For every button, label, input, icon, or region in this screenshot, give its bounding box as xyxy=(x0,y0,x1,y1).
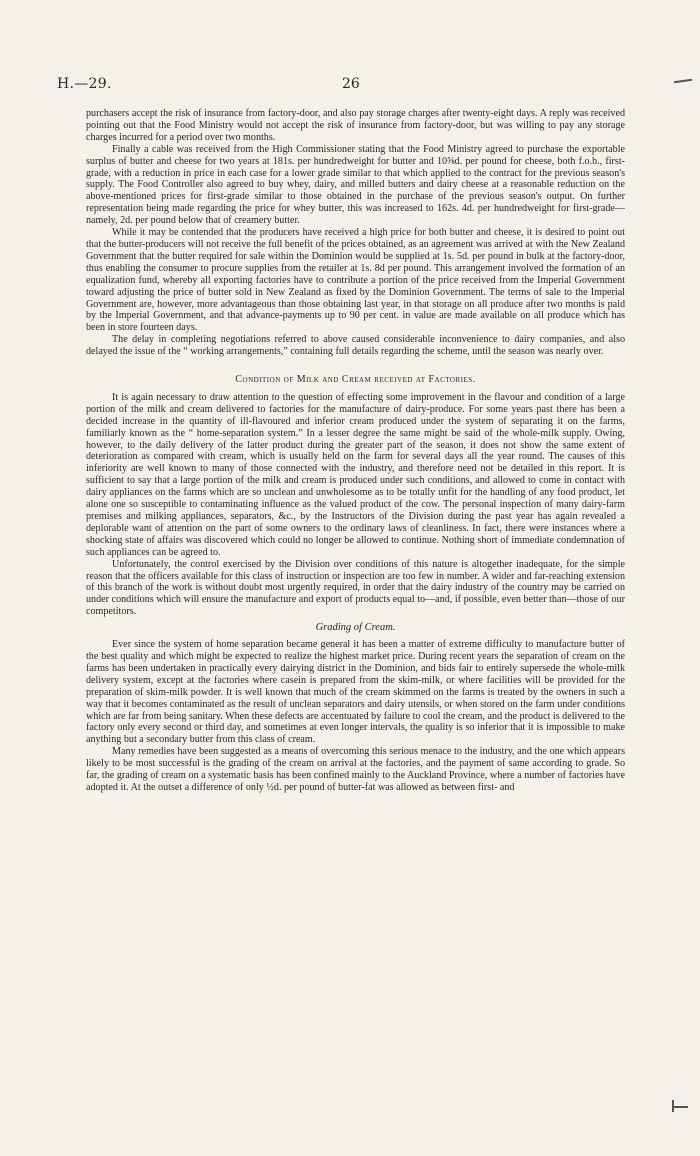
margin-mark-bottom-vertical xyxy=(672,1100,674,1112)
section-heading: Condition of Milk and Cream received at Factories. xyxy=(235,374,476,386)
paragraph: purchasers accept the risk of insurance from factory-door, and also pay storage charges after twenty-eight days. A reply was received pointing out that the Food Ministry would not accept the risk of insurance from factory-door, but was willing to pay any storage charges incurred for a period over two months. xyxy=(86,108,625,143)
margin-mark xyxy=(674,79,692,83)
paragraph: Many remedies have been suggested as a means of overcoming this serious menace to the industry, and the one which appears likely to be most successful is the grading of the cream on arrival at the factories, and the payment of same according to grade. So far, the grading of cream on a systematic basis has been confined mainly to the Auckland Province, where a number of factories have adopted it. At the outset a difference of only ½d. per pound of butter-fat was allowed as between first- and xyxy=(86,746,625,793)
page-number: 26 xyxy=(342,76,360,92)
margin-mark-bottom xyxy=(672,1106,688,1108)
paragraph: Unfortunately, the control exercised by the Division over conditions of this nature is altogether inadequate, for the simple reason that the officers available for this class of instruction or inspection are too few in number. A wider and far-reaching extension of this branch of the work is without doubt most urgently required, in order that the dairy industry of the country may be carried on under conditions which will ensure the manufacture and export of products equal to—and, if possible, even better than—those of our competitors. xyxy=(86,558,625,618)
paragraph: It is again necessary to draw attention to the question of effecting some improvement in the flavour and condition of a large portion of the milk and cream delivered to factories for the manufacture of dairy-produce. For some years past there has been a decided increase in the quantity of ill-flavoured and inferior cream produced under the system of separating it on the farms, familiarly known as the “ home-separation system.” In a lesser degree the same might be said of the whole-milk supply. Owing, however, to the daily delivery of the latter product during the greater part of the season, it does not show the same extent of deterioration as compared with cream, which is usually held on the farm for several days all the year round. The causes of this inferiority are well known to many of those connected with the industry, and therefore need not be detailed in this report. It is sufficient to say that a large portion of the milk and cream is produced under such conditions, and allowed to come in contact with dairy appliances on the farms which are so unclean and unwholesome as to be totally unfit for the handling of any food product, let alone one so susceptible to contaminating influence as the valued product of the cow. The personal inspection of many dairy-farm premises and milking appliances, separators, &c., by the Instructors of the Division during the past year has again revealed a deplorable want of attention on the part of some owners to the ordinary laws of cleanliness. In fact, there were instances where a shocking state of affairs was discovered which could no longer be allowed to continue. Nothing short of immediate condemnation of such appliances can be agreed to. xyxy=(86,391,625,558)
sub-heading: Grading of Cream. xyxy=(315,622,396,634)
paragraph: The delay in completing negotiations referred to above caused considerable inconvenience to dairy companies, and also delayed the issue of the “ working arrangements,” containing full details regarding the scheme, until the season was nearly over. xyxy=(86,334,625,358)
paragraph: While it may be contended that the producers have received a high price for both butter and cheese, it is desired to point out that the butter-producers will not receive the full benefit of the prices obtained, as an agreement was arrived at with the New Zealand Government that the butter required for sale within the Dominion would be supplied at 1s. 5d. per pound in bulk at the factory-door, thus enabling the consumer to procure supplies from the retailer at 1s. 8d per pound. This arrangement involved the formation of an equalization fund, whereby all exporting factories have to contribute a portion of the price received from the Imperial Government toward adjusting the price of butter sold in New Zealand as fixed by the Dominion Government. The terms of sale to the Imperial Government are, however, more advantageous than those obtaining last year, in that storage on all produce after two months is paid by the Imperial Government, and that advance-payments up to 90 per cent. in value are made available on all produce which has been in store fourteen days. xyxy=(86,227,625,334)
paragraph: Ever since the system of home separation became general it has been a matter of extreme difficulty to manufacture butter of the best quality and which might be expected to realize the highest market price. During recent years the separation of cream on the farms has been undertaken in practically every dairying district in the Dominion, and bids fair to entirely supersede the whole-milk delivery system, except at the factories where casein is prepared from the skim-milk, or where facilities will be provided for the preparation of skim-milk powder. It is well known that much of the cream skimmed on the farms is treated by the owners in such a way that it becomes contaminated as the result of unclean separators and dairy utensils, or when stored on the farm under conditions which are far from being sanitary. When these defects are accentuated by failure to cool the cream, and the product is delivered to the factory only every second or third day, and sometimes at even longer intervals, the quality is so inferior that it is impossible to make anything but a secondary butter from this class of cream. xyxy=(86,639,625,746)
document-reference: H.—29. xyxy=(57,76,112,92)
paragraph: Finally a cable was received from the High Commissioner stating that the Food Ministry agreed to purchase the exportable surplus of butter and cheese for two years at 181s. per hundredweight for butter and 10⅝d. per pound for cheese, both f.o.b., first-grade, with a reduction in price in each case for a lower grade similar to that which applied to the contract for the previous season's supply. The Food Controller also agreed to buy whey, dairy, and milled butters and dairy cheese at a reasonable reduction on the above-mentioned prices for first-grade similar to those obtained in the purchase of the previous season's output. On further representation being made regarding the price for whey butter, this was increased to 162s. 4d. per hundredweight for first-grade—namely, 2d. per pound below that of creamery butter. xyxy=(86,143,625,227)
body-text xyxy=(86,108,625,794)
